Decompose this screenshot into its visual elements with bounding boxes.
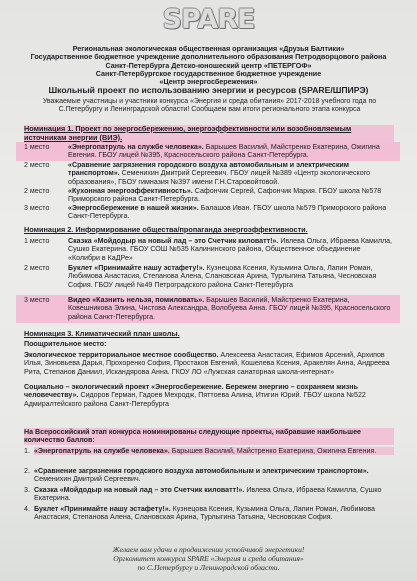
closing-line: Оргкомитет конкурса SPARE «Энергия и среда обитания» [113,553,304,563]
authors: Балашов Иван. ГБОУ школа №579 Приморского района Санкт-Петербурга. [68,204,387,221]
closing-line: по С.Петербургу и Ленинградской области. [137,562,280,572]
place-label: 3 место [24,296,50,304]
nomination-2-row [24,296,396,322]
place-label: 3 место [24,204,50,212]
header-line: Государственное бюджетное учреждение дополнительного образования Петродворцового района [30,52,387,62]
header-line: Санкт-Петербурга Детско-юношеский центр «ПЕТЕРГОФ» [105,60,312,70]
all-russian-heading: На Всероссийский этап конкурса номинированы следующие проекты, набравшие наибольшее количество баллов: [24,428,394,445]
nomination-1-row [24,161,396,187]
item-number: 4. [24,505,30,513]
authors: Барышев Василий, Майстренко Екатерина, Ожигина Евгения. [169,447,377,455]
work-title: Сказка «Мойдодыр на новый лад – это Счетчик киловатт!». [34,486,245,494]
entry-text [68,187,394,204]
nomination-1-row [24,143,396,160]
closing-line: Желаем вам удачи в продвижении устойчивой энергетики! [112,545,305,554]
intro-paragraph: Уважаемые участницы и участники конкурса «Энергия и среда обитания» 2017-2018 учебного года по С.Петербургу и Ленинградской области! Сообщаем вам итоги регионального этапа конкурса [42,98,377,113]
authors: Семенихин Дмитрий Сергеевич. [34,475,141,484]
nomination-3-entry [24,383,394,408]
item-number: 1. [24,447,30,455]
organizations-header [30,45,387,86]
work-title: «Энергопатруль на службе человека». [68,143,204,151]
nomination-2-row [24,264,396,290]
nominated-project [24,505,394,522]
work-title: Видео «Казнить нельзя, помиловать». [68,296,205,304]
authors: Кузнецова Ксения, Кузьмина Ольга, Лапин Роман, Любимова Анастасия, Степанова Алена, Слановская Арина, Турлыгина Татьяна, Чесновская София. [34,505,375,522]
header-line: Санкт-Петербургское государственное бюджетное учреждение [95,68,322,78]
authors: Барышев Василий, Майстренко Екатерина, Ожигина Евгения. ГБОУ лицей №395, Красносельского района Санкт-Петербурга. [68,143,380,160]
place-label: 1 место [24,143,50,151]
nomination-3-entry [24,351,394,376]
work-title: Сказка «Мойдодыр на новый лад – это Счетчик киловатт!». [68,237,279,245]
nominated-project [24,467,394,484]
work-title: «Энергосбережение в нашей жизни». [68,204,199,212]
work-title: Буклет «Принимайте нашу эстафету!». [34,505,171,513]
header-line: Региональная экологическая общественная организация «Друзья Балтики» [72,44,345,53]
nominated-project [24,447,394,464]
closing-signature [0,546,417,572]
entry-text [68,237,394,262]
entry-text [34,505,394,522]
entry-text [68,296,394,321]
authors: Ивлева Ольга, Ибраева Камилла, Сушко Екатерина. ГБОУ СОШ №535 Калининского района, Общественное объединение «Колибри в КаДРе» [68,237,393,262]
place-label: 2 место [24,161,50,169]
entry-text [68,143,394,160]
place-label: 2 место [24,264,50,272]
work-title: Экологическое территориальное местное сообщество. [24,351,219,359]
work-title: «Энергосбережение. Бережем энергию – сохраняем жизнь человечеству». [24,383,358,400]
authors: Барышев Василий, Майстренко Екатерина, Ковешникова Элина, Чистова Александра, Волобуева Анна. ГБОУ лицей №395, Красносельского района Санкт-Петербурга. [68,296,391,321]
nomination-3-title: Номинация 3. Климатический план школы. [24,329,180,338]
work-title: Буклет «Принимайте нашу эстафету!». [68,264,205,272]
spare-logo: SPARE [162,4,255,35]
entry-lead: Социально – экологический проект [24,383,152,391]
authors: Кузнецова Ксения, Кузьмина Ольга, Лапин Роман, Любимова Анастасия, Степанова Алена, Слановская Арина, Турлыгина Татьяна, Чесновская София. ГБОУ лицей №49 Петроградского района Санкт-Петербурга [68,264,377,289]
document-title: Школьный проект по использованию энергии и ресурсов (SPARE/ШПИРЭ) [48,85,369,95]
nomination-1-row [24,204,396,221]
entry-text [68,161,394,186]
place-label: 1 место [24,237,50,245]
item-number: 3. [24,486,30,494]
work-title: «Сравнение загрязнения городского воздуха автомобильным и электрическим транспортом». [34,467,369,475]
authors: Алексеева Анастасия, Ефимов Арсений, Архипов Илья, Зиновьева Дарья, Прохоренко София, Простаков Евгений, Кошелева Ксения, Аракелян Анна, Андреева Рита, Степанов Даниил, Искандярова Анна. ГКОУ ЛО «Лужская санаторная школа-интернат» [24,351,390,376]
work-title: «Энергопатруль на службе человека». [34,447,170,455]
nomination-1-row [24,187,396,204]
header-line: «Центр энергосбережения» [159,77,258,87]
nominated-project [24,486,394,503]
authors: Ивлева Ольга, Ибраева Камилла, Сушко Екатерина. [34,486,382,503]
entry-text [68,264,394,289]
work-title: «Кухонная энергоэффективность». [68,187,193,195]
authors: Семенихин Дмитрий Сергеевич. ГБОУ лицей №389 «Центр экологического образования», ГБОУ гимназия №397 имени Г.Н.Старовойтовой. [68,169,371,186]
nomination-1-title: Номинация 1. Проект по энергосбережению, энергоэффективности или возобновляемым источникам энергии (ВИЭ). [24,125,394,142]
place-label: 2 место [24,187,50,195]
encouragement-heading: Поощрительное место: [24,340,107,348]
entry-text [68,204,394,221]
entry-text [34,447,394,455]
nomination-2-row [24,237,396,263]
authors: Сидоров Герман, Гадоев Мехродж, Пяттоева Алина, Итигин Юрий. ГБОУ школа №522 Адмиралтейского района Санкт-Петербурга [24,391,366,408]
work-title: «Сравнение загрязнения городского воздуха автомобильным и электрическим транспортом». [68,161,350,178]
item-number: 2. [24,467,30,475]
nomination-2-title: Номинация 2. Информирование общества/пропаганда энергоэффективности. [24,225,308,234]
authors: Сафончик Сергей, Сафончик Мария. ГБОУ школа №578 Приморского района Санкт-Петербурга. [68,187,382,204]
entry-text [34,486,394,503]
entry-text [34,467,394,484]
